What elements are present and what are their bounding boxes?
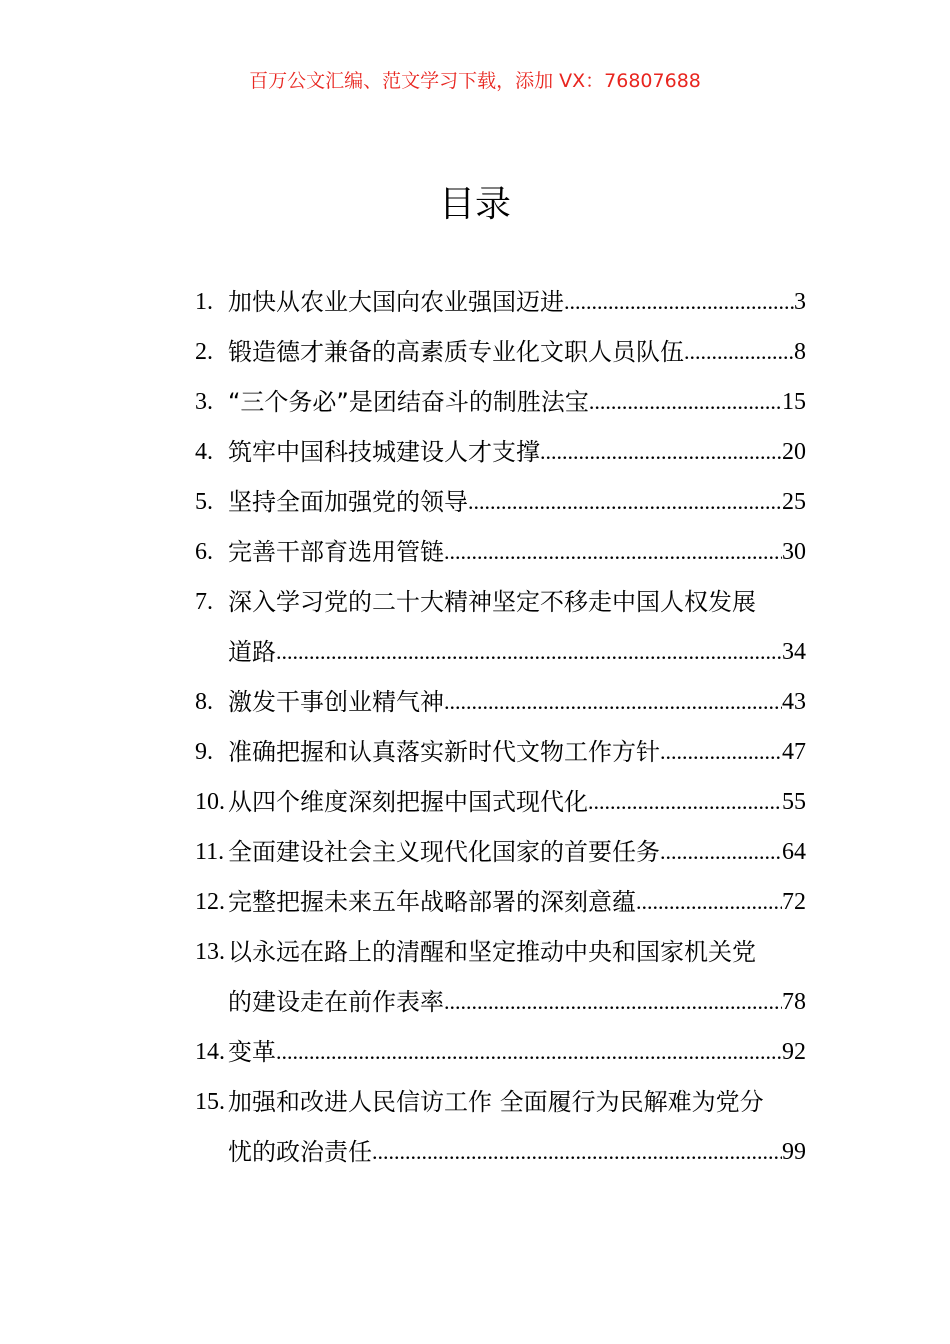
toc-entry[interactable] [195,377,806,427]
toc-entry-line [195,327,806,377]
toc-entry-number: 5. [195,489,213,515]
toc-entry[interactable] [195,1077,806,1177]
toc-entry-number: 13. [195,939,225,965]
toc-entry-page[interactable]: 78 [782,989,806,1015]
toc-entry-page[interactable]: 43 [782,689,806,715]
toc-entry-title[interactable]: 准确把握和认真落实新时代文物工作方针 [228,738,660,766]
toc-entry-title[interactable]: 激发干事创业精气神 [228,688,444,716]
toc-entry-number: 11. [195,839,225,865]
toc-entry-number: 3. [195,389,213,415]
toc-entry-number: 8. [195,689,213,715]
toc-entry-page[interactable]: 15 [782,389,806,415]
toc-entry-title[interactable]: 完整把握未来五年战略部署的深刻意蕴 [228,888,636,916]
toc-entry-title[interactable]: 筑牢中国科技城建设人才支撑 [228,438,540,466]
toc-entry-line [195,1027,806,1077]
toc-entry[interactable] [195,527,806,577]
dot-leader [444,527,782,577]
toc-entry-page[interactable]: 55 [782,789,806,815]
toc-entry-title[interactable]: 道路 [228,638,276,666]
dot-leader [276,1027,782,1077]
toc-entry-page[interactable]: 30 [782,539,806,565]
toc-entry-line [195,827,806,877]
toc-entry-line [195,877,806,927]
toc-entry[interactable] [195,327,806,377]
toc-entry[interactable] [195,927,806,1027]
dot-leader [660,727,782,777]
dot-leader [588,777,782,827]
table-of-contents [195,277,806,1177]
toc-entry-title[interactable]: 加强和改进人民信访工作 全面履行为民解难为党分 [228,1088,764,1116]
toc-entry-line [195,727,806,777]
dot-leader [276,627,782,677]
toc-entry-title[interactable]: 坚持全面加强党的领导 [228,488,468,516]
dot-leader [564,277,794,327]
toc-entry-line [195,577,806,627]
toc-entry[interactable] [195,427,806,477]
toc-entry-number: 4. [195,439,213,465]
toc-entry-line [195,1077,806,1127]
toc-entry-line [195,777,806,827]
toc-entry-number: 14. [195,1039,225,1065]
toc-entry-line [195,927,806,977]
toc-entry-title[interactable]: 的建设走在前作表率 [228,988,444,1016]
toc-entry-title[interactable]: 加快从农业大国向农业强国迈进 [228,288,564,316]
toc-entry-title[interactable]: 以永远在路上的清醒和坚定推动中央和国家机关党 [228,938,756,966]
toc-entry-line [195,677,806,727]
toc-entry-number [195,977,228,1027]
toc-entry-page[interactable]: 25 [782,489,806,515]
toc-entry-line [195,277,806,327]
toc-entry-line [195,377,806,427]
toc-entry[interactable] [195,1027,806,1077]
toc-entry-page[interactable]: 99 [782,1139,806,1165]
dot-leader [589,377,782,427]
toc-entry[interactable] [195,677,806,727]
dot-leader [444,677,782,727]
toc-entry-title[interactable]: 从四个维度深刻把握中国式现代化 [228,788,588,816]
toc-entry-number: 15. [195,1089,225,1115]
toc-entry-line [195,1127,806,1177]
dot-leader [684,327,794,377]
toc-entry-title[interactable]: “三个务必”是团结奋斗的制胜法宝 [228,388,589,416]
toc-entry-page[interactable]: 64 [782,839,806,865]
toc-entry[interactable] [195,877,806,927]
toc-entry[interactable] [195,827,806,877]
toc-entry[interactable] [195,277,806,327]
toc-entry-number: 7. [195,589,213,615]
dot-leader [372,1127,782,1177]
toc-entry-page[interactable]: 8 [794,339,806,365]
dot-leader [468,477,782,527]
toc-entry[interactable] [195,777,806,827]
toc-entry-page[interactable]: 20 [782,439,806,465]
toc-entry-page[interactable]: 47 [782,739,806,765]
toc-entry-number: 1. [195,289,213,315]
toc-entry[interactable] [195,477,806,527]
toc-entry-title[interactable]: 锻造德才兼备的高素质专业化文职人员队伍 [228,338,684,366]
toc-entry-number [195,627,228,677]
toc-entry-page[interactable]: 3 [794,289,806,315]
toc-entry-line [195,527,806,577]
toc-entry-title[interactable]: 变革 [228,1038,276,1066]
dot-leader [660,827,782,877]
dot-leader [636,877,782,927]
toc-entry-number: 6. [195,539,213,565]
toc-entry-page[interactable]: 92 [782,1039,806,1065]
toc-entry-number: 2. [195,339,213,365]
toc-entry-number: 12. [195,889,225,915]
toc-entry-line [195,477,806,527]
page-title: 目录 [438,184,511,225]
toc-entry-number [195,1127,228,1177]
dot-leader [540,427,782,477]
toc-entry-title[interactable]: 完善干部育选用管链 [228,538,444,566]
toc-entry-line [195,627,806,677]
toc-entry-number: 10. [195,789,225,815]
watermark-banner: 百万公文汇编、范文学习下载，添加 VX：76807688 [249,70,701,92]
dot-leader [444,977,782,1027]
toc-entry-line [195,427,806,477]
toc-entry-page[interactable]: 34 [782,639,806,665]
toc-entry[interactable] [195,727,806,777]
toc-entry-title[interactable]: 深入学习党的二十大精神坚定不移走中国人权发展 [228,588,756,616]
toc-entry-title[interactable]: 全面建设社会主义现代化国家的首要任务 [228,838,660,866]
toc-entry-line [195,977,806,1027]
toc-entry-number: 9. [195,739,213,765]
toc-entry-title[interactable]: 忧的政治责任 [228,1138,372,1166]
toc-entry-page[interactable]: 72 [782,889,806,915]
toc-entry[interactable] [195,577,806,677]
